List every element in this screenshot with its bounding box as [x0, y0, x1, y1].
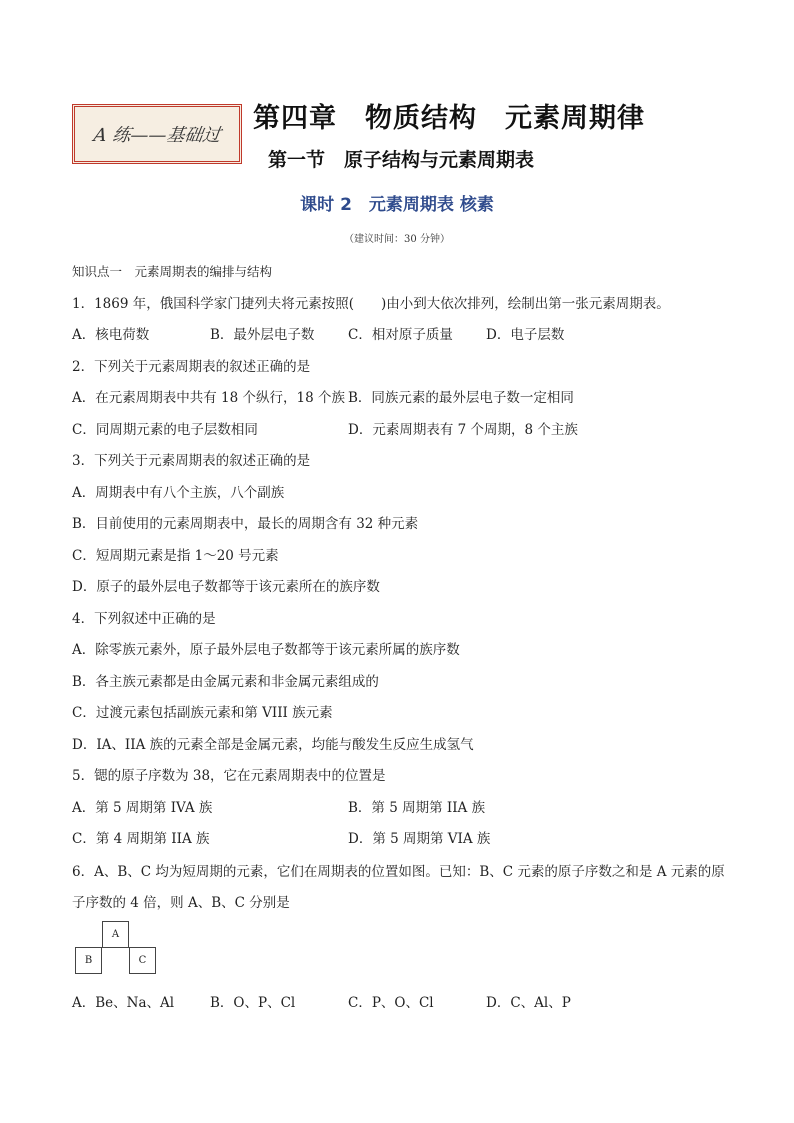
question-2-option-a[interactable]: A．在元素周期表中共有 18 个纵行，18 个族: [72, 390, 345, 406]
question-5-option-c[interactable]: C．第 4 周期第 IIA 族: [72, 831, 210, 847]
question-2-options-ab: [72, 384, 732, 416]
question-4-option-d[interactable]: D．ⅠA、IIA 族的元素全部是金属元素，均能与酸发生反应生成氢气: [72, 736, 474, 753]
question-5-option-a[interactable]: A．第 5 周期第 IVA 族: [72, 799, 213, 816]
diagram-cell-b: B: [75, 947, 102, 974]
question-6-options: [72, 989, 732, 1021]
question-3-option-a[interactable]: A．周期表中有八个主族，八个副族: [72, 484, 285, 501]
badge-text: A 练——基础过: [91, 125, 222, 146]
suggested-time: （建议时间：30 分钟）: [344, 234, 450, 245]
diagram-cell-c: C: [129, 947, 156, 974]
question-3-option-c[interactable]: C．短周期元素是指 1～20 号元素: [72, 547, 279, 564]
question-6-option-d[interactable]: D．C、Al、P: [486, 994, 571, 1011]
question-1-stem: 1．1869 年，俄国科学家门捷列夫将元素按照( )由小到大依次排列，绘制出第一张元素周期表。: [72, 295, 670, 312]
question-1-options: [72, 321, 732, 353]
question-3-option-b[interactable]: B．目前使用的元素周期表中，最长的周期含有 32 种元素: [72, 516, 419, 532]
chapter-title: 第四章 物质结构 元素周期律: [253, 103, 645, 134]
question-5-option-b[interactable]: B．第 5 周期第 IIA 族: [348, 799, 486, 816]
question-6-option-c[interactable]: C．P、O、Cl: [348, 994, 434, 1011]
question-2-option-b[interactable]: B．同族元素的最外层电子数一定相同: [348, 390, 574, 406]
question-2-option-d[interactable]: D．元素周期表有 7 个周期，8 个主族: [348, 421, 578, 438]
question-5-option-d[interactable]: D．第 5 周期第 VIA 族: [348, 831, 491, 847]
periodic-position-diagram: [72, 921, 732, 987]
question-2-options-cd: [72, 416, 732, 448]
question-6-option-a[interactable]: A．Be、Na、Al: [72, 994, 175, 1011]
question-6-option-b[interactable]: B．O、P、Cl: [210, 994, 296, 1011]
question-1-option-b[interactable]: B．最外层电子数: [210, 327, 315, 343]
diagram-cell-a: A: [102, 921, 129, 948]
question-1-option-d[interactable]: D．电子层数: [486, 327, 565, 343]
section-badge: [72, 104, 242, 164]
question-4-option-b[interactable]: B．各主族元素都是由金属元素和非金属元素组成的: [72, 673, 379, 690]
question-5-stem: 5．锶的原子序数为 38，它在元素周期表中的位置是: [72, 768, 386, 784]
knowledge-point-heading: 知识点一 元素周期表的编排与结构: [72, 264, 273, 279]
question-2-stem: 2．下列关于元素周期表的叙述正确的是: [72, 358, 311, 375]
section-title: 第一节 原子结构与元素周期表: [268, 149, 535, 171]
question-1-option-a[interactable]: A．核电荷数: [72, 327, 150, 343]
question-4-option-c[interactable]: C．过渡元素包括副族元素和第 VIII 族元素: [72, 705, 333, 721]
question-list: [72, 258, 732, 1020]
question-3-stem: 3．下列关于元素周期表的叙述正确的是: [72, 453, 311, 469]
question-5-options-cd: [72, 825, 732, 857]
question-3-option-d[interactable]: D．原子的最外层电子数都等于该元素所在的族序数: [72, 579, 380, 595]
question-4-stem: 4．下列叙述中正确的是: [72, 610, 216, 627]
question-6-stem: 6．A、B、C 均为短周期的元素，它们在周期表的位置如图。已知：B、C 元素的原子序数之和是 A 元素的原子序数的 4 倍，则 A、B、C 分别是: [72, 863, 725, 911]
question-5-options-ab: [72, 794, 732, 826]
question-2-option-c[interactable]: C．同周期元素的电子层数相同: [72, 421, 258, 438]
question-4-option-a[interactable]: A．除零族元素外，原子最外层电子数都等于该元素所属的族序数: [72, 642, 460, 658]
question-1-option-c[interactable]: C．相对原子质量: [348, 327, 453, 343]
lesson-title: 课时 2 元素周期表 核素: [300, 195, 494, 215]
